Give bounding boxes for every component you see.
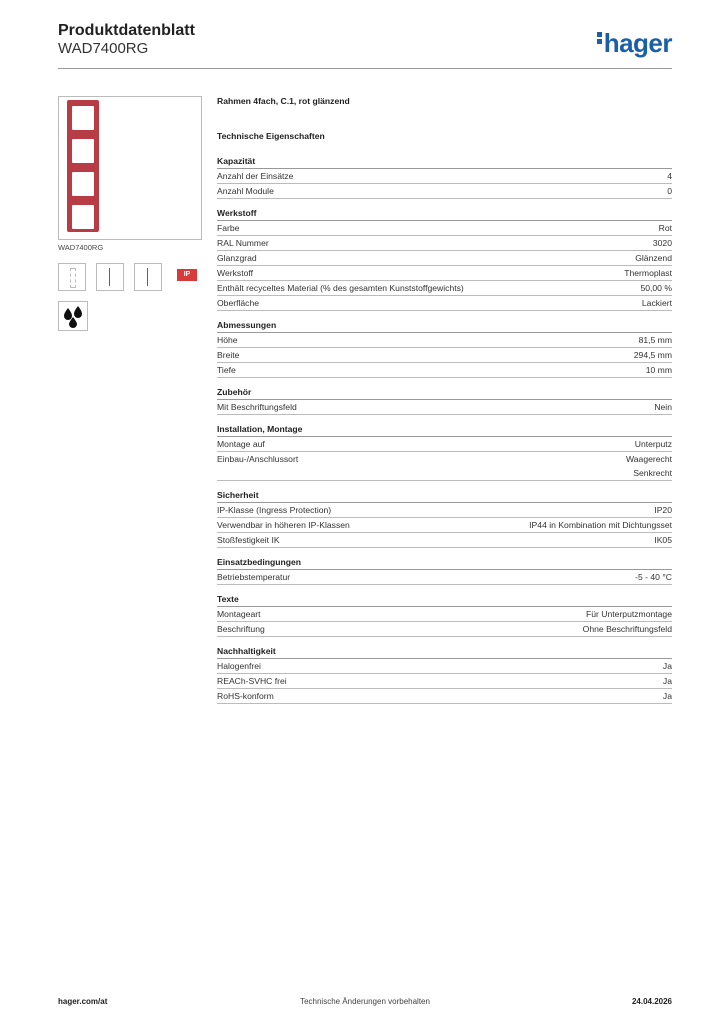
spec-section	[217, 424, 672, 481]
spec-label: Farbe	[217, 223, 240, 233]
spec-row	[217, 363, 672, 378]
product-description: Rahmen 4fach, C.1, rot glänzend	[217, 96, 350, 106]
spec-row	[217, 503, 672, 518]
spec-row	[217, 622, 672, 637]
spec-row	[217, 518, 672, 533]
spec-value: Glänzend	[635, 253, 672, 263]
document-title: Produktdatenblatt	[58, 22, 195, 39]
frame-illustration	[67, 100, 99, 232]
spec-label: REACh-SVHC frei	[217, 676, 287, 686]
spec-row	[217, 348, 672, 363]
section-title: Zubehör	[217, 387, 672, 400]
spec-value: Thermoplast	[624, 268, 672, 278]
spec-row	[217, 236, 672, 251]
thumbnail-side-icon[interactable]	[96, 263, 124, 291]
spec-value: 3020	[652, 238, 672, 248]
thumbnail-profile-icon[interactable]	[134, 263, 162, 291]
spec-value: Lackiert	[641, 298, 672, 308]
spec-value: 0	[667, 186, 672, 196]
spec-section	[217, 557, 672, 585]
footer-website[interactable]: hager.com/at	[58, 997, 108, 1006]
page-header	[58, 22, 672, 57]
section-title: Installation, Montage	[217, 424, 672, 437]
spec-label: Betriebstemperatur	[217, 572, 291, 582]
spec-row	[217, 333, 672, 348]
document-subtitle: WAD7400RG	[58, 40, 149, 57]
spec-label: Mit Beschriftungsfeld	[217, 402, 297, 412]
technical-properties-heading: Technische Eigenschaften	[217, 131, 325, 141]
spec-section	[217, 646, 672, 704]
spec-row	[217, 221, 672, 236]
spec-section	[217, 387, 672, 415]
spec-value: Ja	[662, 676, 672, 686]
spec-label: Montageart	[217, 609, 261, 619]
footer-date: 24.04.2026	[631, 997, 672, 1006]
spec-value: Ja	[662, 661, 672, 671]
spec-value: 81,5 mm	[638, 335, 672, 345]
spec-value	[626, 452, 672, 480]
spec-value: Nein	[654, 402, 672, 412]
section-title: Einsatzbedingungen	[217, 557, 672, 570]
spec-row	[217, 281, 672, 296]
product-image-caption: WAD7400RG	[58, 243, 104, 252]
spec-value: Ohne Beschriftungsfeld	[582, 624, 672, 634]
spec-label: Anzahl Module	[217, 186, 274, 196]
section-title: Abmessungen	[217, 320, 672, 333]
spec-row	[217, 296, 672, 311]
spec-label: Breite	[217, 350, 240, 360]
spec-section	[217, 490, 672, 548]
spec-value: Ja	[662, 691, 672, 701]
spec-label: Tiefe	[217, 365, 236, 375]
spec-label: IP-Klasse (Ingress Protection)	[217, 505, 332, 515]
hager-logo	[597, 28, 672, 59]
spec-value-line: Senkrecht	[633, 468, 672, 478]
spec-row	[217, 570, 672, 585]
spec-label: Verwendbar in höheren IP-Klassen	[217, 520, 350, 530]
header-divider	[58, 68, 672, 69]
spec-row	[217, 266, 672, 281]
spec-value: 50,00 %	[640, 283, 672, 293]
spec-row	[217, 607, 672, 622]
spec-row	[217, 533, 672, 548]
section-title: Nachhaltigkeit	[217, 646, 672, 659]
section-title: Texte	[217, 594, 672, 607]
spec-row	[217, 674, 672, 689]
logo-text: hager	[603, 28, 672, 58]
spec-section	[217, 208, 672, 311]
spec-value: IP20	[654, 505, 672, 515]
spec-label: Anzahl der Einsätze	[217, 171, 294, 181]
spec-label: RoHS-konform	[217, 691, 274, 701]
footer-disclaimer: Technische Änderungen vorbehalten	[300, 997, 430, 1006]
spec-row	[217, 169, 672, 184]
spec-label: Oberfläche	[217, 298, 260, 308]
spec-label: Höhe	[217, 335, 238, 345]
spec-label: Einbau-/Anschlussort	[217, 454, 299, 464]
section-title: Werkstoff	[217, 208, 672, 221]
spec-value: -5 - 40 °C	[635, 572, 672, 582]
spec-row	[217, 452, 672, 481]
spec-row	[217, 184, 672, 199]
spec-label: RAL Nummer	[217, 238, 269, 248]
spec-section	[217, 156, 672, 199]
spec-label: Beschriftung	[217, 624, 265, 634]
spec-value: 294,5 mm	[633, 350, 672, 360]
spec-value: Rot	[658, 223, 672, 233]
spec-section	[217, 320, 672, 378]
spec-label: Enthält recyceltes Material (% des gesamten Kunststoffgewichts)	[217, 283, 464, 293]
spec-label: Stoßfestigkeit IK	[217, 535, 280, 545]
spec-row	[217, 659, 672, 674]
spec-label: Montage auf	[217, 439, 265, 449]
spec-label: Halogenfrei	[217, 661, 261, 671]
ip-rating-icon: IP	[177, 269, 197, 281]
logo-dots-icon	[597, 30, 602, 46]
section-title: Kapazität	[217, 156, 672, 169]
thumbnail-front-icon[interactable]	[58, 263, 86, 291]
water-drops-icon	[58, 301, 88, 331]
spec-value: IK05	[654, 535, 672, 545]
spec-row	[217, 251, 672, 266]
spec-value: Unterputz	[634, 439, 672, 449]
spec-value: Für Unterputzmontage	[586, 609, 672, 619]
spec-row	[217, 689, 672, 704]
spec-content	[217, 96, 672, 713]
spec-label: Werkstoff	[217, 268, 253, 278]
spec-value: IP44 in Kombination mit Dichtungsset	[529, 520, 672, 530]
spec-value-line: Waagerecht	[625, 454, 672, 464]
section-title: Sicherheit	[217, 490, 672, 503]
spec-row	[217, 437, 672, 452]
product-image	[58, 96, 202, 240]
spec-label: Glanzgrad	[217, 253, 257, 263]
spec-value: 10 mm	[645, 365, 672, 375]
spec-sections	[217, 156, 672, 704]
spec-section	[217, 594, 672, 637]
spec-value: 4	[667, 171, 672, 181]
spec-row	[217, 400, 672, 415]
